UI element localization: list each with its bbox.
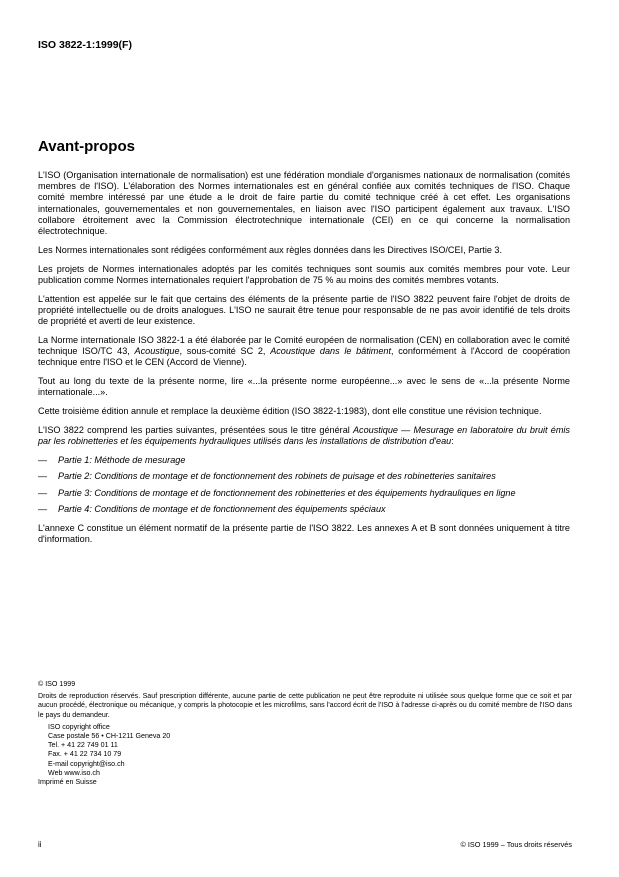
parts-general-title: Acoustique — Mesurage en laboratoire du bruit émis par les robinetteries et les équipements hydrauliques utilisés dans les installations de distribution d'eau xyxy=(38,424,570,447)
list-item-text: Partie 3: Conditions de montage et de fonctionnement des robinetteries et des équipements hydrauliques en ligne xyxy=(58,487,516,498)
list-item-text: Partie 2: Conditions de montage et de fonctionnement des robinets de puisage et des robinetteries sanitaires xyxy=(58,471,496,482)
parts-intro-text: L'ISO 3822 comprend les parties suivantes, présentées sous le titre général xyxy=(38,424,353,435)
paragraph-parts-intro xyxy=(38,425,570,447)
printed-in: Imprimé en Suisse xyxy=(38,778,97,787)
address-line: Case postale 56 • CH-1211 Geneva 20 xyxy=(48,732,171,741)
preparation-subcommittee-title: Acoustique dans le bâtiment xyxy=(270,346,392,357)
address-line: Fax. + 41 22 734 10 79 xyxy=(48,750,122,759)
copyright-notice: Droits de reproduction réservés. Sauf prescription différente, aucune partie de cette publication ne peut être reproduite ni utilisée sous quelque forme que ce soit et par aucun procédé, électronique ou mécanique, y compris la photocopie et les microfilms, sans l'accord écrit de l'ISO à l'adresse ci-après ou du comité membre de l'ISO dans le pays du demandeur. xyxy=(38,692,572,719)
list-item-text: Partie 1: Méthode de mesurage xyxy=(58,454,186,465)
address-line: E-mail copyright@iso.ch xyxy=(48,759,125,768)
address-line: Web www.iso.ch xyxy=(48,768,100,777)
paragraph-edition: Cette troisième édition annule et remplace la deuxième édition (ISO 3822-1:1983), dont elle constitue une révision technique. xyxy=(38,406,542,417)
footer-copyright: © ISO 1999 – Tous droits réservés xyxy=(460,840,572,849)
list-dash: — xyxy=(38,487,48,498)
document-id: ISO 3822-1:1999(F) xyxy=(38,39,132,51)
paragraph-iso-intro: L'ISO (Organisation internationale de normalisation) est une fédération mondiale d'organismes nationaux de normalisation (comités membres de l'ISO). L'élaboration des Normes internationales est en général confiée aux comités techniques de l'ISO. Chaque comité membre intéressé par une étude a le droit de faire partie du comité technique créé à cet effet. Les organisations internationales, gouvernementales et non gouvernementales, en liaison avec l'ISO participent également aux travaux. L'ISO collabore étroitement avec la Commission électrotechnique internationale (CEI) en ce qui concerne la normalisation électrotechnique. xyxy=(38,170,570,237)
address-line: Tel. + 41 22 749 01 11 xyxy=(48,741,118,750)
page-number: ii xyxy=(38,840,42,849)
preparation-text-e: , conformément à l'Accord de coopération technique entre l'ISO et le CEN (Accord de Vienne). xyxy=(38,346,571,368)
copyright-block xyxy=(38,680,572,787)
parts-list xyxy=(38,455,570,516)
list-item xyxy=(38,455,570,466)
list-item xyxy=(38,471,570,482)
preparation-committee-title: Acoustique xyxy=(134,346,180,357)
list-dash: — xyxy=(38,504,48,515)
page-title: Avant-propos xyxy=(38,138,135,155)
address-line: ISO copyright office xyxy=(48,722,110,731)
iso-address xyxy=(38,723,572,778)
paragraph-directives: Les Normes internationales sont rédigées conformément aux règles données dans les Directives ISO/CEI, Partie 3. xyxy=(38,244,503,255)
preparation-text-c: , sous-comité SC 2, xyxy=(179,346,271,357)
paragraph-reading-note: Tout au long du texte de la présente norme, lire «...la présente norme européenne...» avec le sens de «...la présente Norme internationale...». xyxy=(38,376,570,398)
paragraph-annex-note: L'annexe C constitue un élément normatif de la présente partie de l'ISO 3822. Les annexes A et B sont données uniquement à titre d'information. xyxy=(38,523,570,545)
list-dash: — xyxy=(38,454,48,465)
paragraph-preparation xyxy=(38,335,570,369)
paragraph-patent-rights: L'attention est appelée sur le fait que certains des éléments de la présente partie de l'ISO 3822 peuvent faire l'objet de droits de propriété intellectuelle ou de droits analogues. L'ISO ne saurait être tenue pour responsable de ne pas avoir identifié de tels droits de propriété et averti de leur existence. xyxy=(38,293,570,327)
foreword-body xyxy=(38,170,570,553)
list-item xyxy=(38,504,570,515)
copyright-year: © ISO 1999 xyxy=(38,680,76,688)
list-dash: — xyxy=(38,471,48,482)
preparation-text-a: La Norme internationale ISO 3822-1 a été élaborée par le Comité européen de normalisation (CEN) en collaboration avec le comité technique ISO/TC 43, xyxy=(38,334,570,357)
parts-intro-colon: : xyxy=(451,436,454,447)
paragraph-voting: Les projets de Normes internationales adoptés par les comités techniques sont soumis aux comités membres pour vote. Leur publication comme Normes internationales requiert l'approbation de 75 % au moins des comités membres votants. xyxy=(38,263,570,285)
list-item xyxy=(38,488,570,499)
list-item-text: Partie 4: Conditions de montage et de fonctionnement des équipements spéciaux xyxy=(58,504,386,515)
